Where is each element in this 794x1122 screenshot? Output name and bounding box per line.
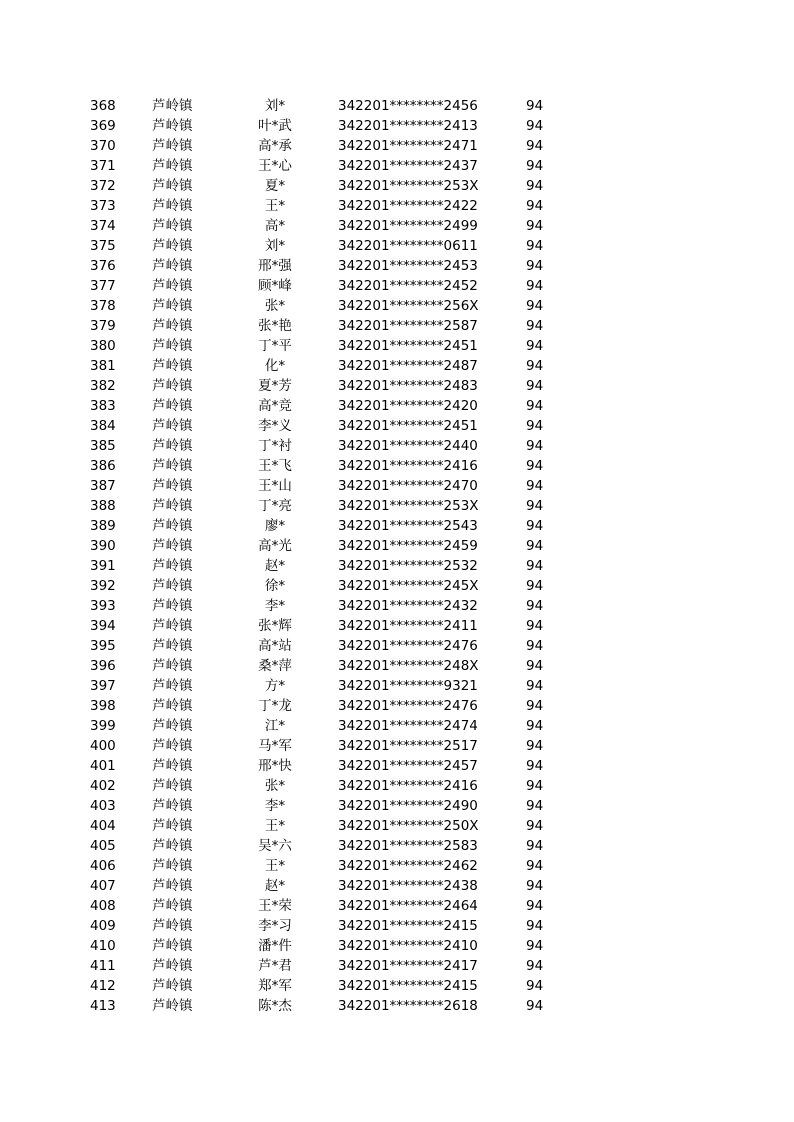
id-number: 342201********2470	[338, 478, 478, 494]
row-number: 407	[90, 878, 116, 894]
id-number: 342201********2543	[338, 518, 478, 534]
table-row	[0, 856, 794, 876]
row-number: 386	[90, 458, 116, 474]
person-name: 张*辉	[258, 618, 292, 634]
score: 94	[526, 158, 544, 174]
row-number: 401	[90, 758, 116, 774]
town-name: 芦岭镇	[152, 298, 193, 314]
person-name: 桑*萍	[258, 658, 292, 674]
score: 94	[526, 398, 544, 414]
id-number: 342201********2451	[338, 338, 478, 354]
id-number: 342201********2432	[338, 598, 478, 614]
score: 94	[526, 698, 544, 714]
person-name: 丁*龙	[258, 698, 292, 714]
town-name: 芦岭镇	[152, 998, 193, 1014]
score: 94	[526, 138, 544, 154]
person-name: 李*	[264, 598, 286, 614]
person-name: 江*	[264, 718, 286, 734]
town-name: 芦岭镇	[152, 778, 193, 794]
table-row	[0, 356, 794, 376]
table-row	[0, 996, 794, 1016]
table-row	[0, 616, 794, 636]
row-number: 404	[90, 818, 116, 834]
person-name: 王*	[264, 858, 286, 874]
score: 94	[526, 638, 544, 654]
row-number: 400	[90, 738, 116, 754]
score: 94	[526, 118, 544, 134]
id-number: 342201********250X	[338, 818, 479, 834]
town-name: 芦岭镇	[152, 458, 193, 474]
score: 94	[526, 378, 544, 394]
person-name: 丁*衬	[258, 438, 292, 454]
person-name: 王*	[264, 818, 286, 834]
table-row	[0, 136, 794, 156]
id-number: 342201********2416	[338, 778, 478, 794]
score: 94	[526, 478, 544, 494]
id-number: 342201********2416	[338, 458, 478, 474]
town-name: 芦岭镇	[152, 278, 193, 294]
row-number: 376	[90, 258, 116, 274]
town-name: 芦岭镇	[152, 358, 193, 374]
table-row	[0, 96, 794, 116]
score: 94	[526, 778, 544, 794]
id-number: 342201********2410	[338, 938, 478, 954]
table-row	[0, 956, 794, 976]
row-number: 384	[90, 418, 116, 434]
row-number: 399	[90, 718, 116, 734]
row-number: 393	[90, 598, 116, 614]
table-row	[0, 656, 794, 676]
town-name: 芦岭镇	[152, 318, 193, 334]
person-name: 王*飞	[258, 458, 292, 474]
person-name: 化*	[264, 358, 286, 374]
score: 94	[526, 258, 544, 274]
row-number: 381	[90, 358, 116, 374]
table-row	[0, 636, 794, 656]
row-number: 409	[90, 918, 116, 934]
row-number: 411	[90, 958, 116, 974]
score: 94	[526, 318, 544, 334]
id-number: 342201********2437	[338, 158, 478, 174]
id-number: 342201********2415	[338, 978, 478, 994]
person-name: 高*	[264, 218, 286, 234]
table-row	[0, 516, 794, 536]
row-number: 389	[90, 518, 116, 534]
table-row	[0, 456, 794, 476]
row-number: 394	[90, 618, 116, 634]
row-number: 391	[90, 558, 116, 574]
table-row	[0, 596, 794, 616]
table-row	[0, 536, 794, 556]
table-row	[0, 296, 794, 316]
id-number: 342201********2476	[338, 698, 478, 714]
id-number: 342201********2451	[338, 418, 478, 434]
table-row	[0, 416, 794, 436]
town-name: 芦岭镇	[152, 878, 193, 894]
person-name: 李*	[264, 798, 286, 814]
row-number: 396	[90, 658, 116, 674]
id-number: 342201********2618	[338, 998, 478, 1014]
id-number: 342201********2471	[338, 138, 478, 154]
score: 94	[526, 538, 544, 554]
row-number: 403	[90, 798, 116, 814]
table-row	[0, 736, 794, 756]
town-name: 芦岭镇	[152, 538, 193, 554]
table-row	[0, 236, 794, 256]
town-name: 芦岭镇	[152, 98, 193, 114]
score: 94	[526, 758, 544, 774]
id-number: 342201********2452	[338, 278, 478, 294]
person-name: 夏*芳	[258, 378, 292, 394]
score: 94	[526, 198, 544, 214]
id-number: 342201********2464	[338, 898, 478, 914]
table-row	[0, 896, 794, 916]
town-name: 芦岭镇	[152, 558, 193, 574]
row-number: 373	[90, 198, 116, 214]
score: 94	[526, 978, 544, 994]
row-number: 371	[90, 158, 116, 174]
score: 94	[526, 278, 544, 294]
id-number: 342201********248X	[338, 658, 479, 674]
town-name: 芦岭镇	[152, 178, 193, 194]
id-number: 342201********2411	[338, 618, 478, 634]
id-number: 342201********2499	[338, 218, 478, 234]
town-name: 芦岭镇	[152, 798, 193, 814]
table-row	[0, 476, 794, 496]
row-number: 374	[90, 218, 116, 234]
town-name: 芦岭镇	[152, 498, 193, 514]
person-name: 赵*	[264, 558, 286, 574]
table-row	[0, 276, 794, 296]
table-row	[0, 676, 794, 696]
table-row	[0, 716, 794, 736]
row-number: 406	[90, 858, 116, 874]
table-row	[0, 216, 794, 236]
town-name: 芦岭镇	[152, 118, 193, 134]
score: 94	[526, 438, 544, 454]
id-number: 342201********2453	[338, 258, 478, 274]
person-name: 叶*武	[258, 118, 292, 134]
table-row	[0, 816, 794, 836]
town-name: 芦岭镇	[152, 338, 193, 354]
id-number: 342201********2415	[338, 918, 478, 934]
score: 94	[526, 798, 544, 814]
row-number: 379	[90, 318, 116, 334]
id-number: 342201********2456	[338, 98, 478, 114]
row-number: 368	[90, 98, 116, 114]
id-number: 342201********2420	[338, 398, 478, 414]
person-name: 潘*件	[258, 938, 292, 954]
row-number: 380	[90, 338, 116, 354]
person-name: 郑*军	[258, 978, 292, 994]
row-number: 410	[90, 938, 116, 954]
id-number: 342201********253X	[338, 498, 479, 514]
person-name: 刘*	[264, 98, 286, 114]
score: 94	[526, 998, 544, 1014]
town-name: 芦岭镇	[152, 978, 193, 994]
town-name: 芦岭镇	[152, 218, 193, 234]
row-number: 390	[90, 538, 116, 554]
score: 94	[526, 918, 544, 934]
score: 94	[526, 358, 544, 374]
town-name: 芦岭镇	[152, 258, 193, 274]
row-number: 372	[90, 178, 116, 194]
town-name: 芦岭镇	[152, 618, 193, 634]
person-name: 芦*君	[258, 958, 292, 974]
row-number: 378	[90, 298, 116, 314]
row-number: 382	[90, 378, 116, 394]
id-number: 342201********2476	[338, 638, 478, 654]
table-row	[0, 836, 794, 856]
town-name: 芦岭镇	[152, 438, 193, 454]
person-name: 高*承	[258, 138, 292, 154]
table-row	[0, 876, 794, 896]
table-row	[0, 436, 794, 456]
table-row	[0, 976, 794, 996]
town-name: 芦岭镇	[152, 818, 193, 834]
id-number: 342201********0611	[338, 238, 478, 254]
town-name: 芦岭镇	[152, 918, 193, 934]
row-number: 370	[90, 138, 116, 154]
score: 94	[526, 218, 544, 234]
person-name: 王*山	[258, 478, 292, 494]
id-number: 342201********9321	[338, 678, 478, 694]
town-name: 芦岭镇	[152, 238, 193, 254]
row-number: 383	[90, 398, 116, 414]
table-row	[0, 936, 794, 956]
score: 94	[526, 338, 544, 354]
table-row	[0, 196, 794, 216]
person-name: 高*光	[258, 538, 292, 554]
person-name: 王*荣	[258, 898, 292, 914]
person-name: 王*心	[258, 158, 292, 174]
town-name: 芦岭镇	[152, 518, 193, 534]
person-name: 张*艳	[258, 318, 292, 334]
row-number: 377	[90, 278, 116, 294]
table-row	[0, 116, 794, 136]
score: 94	[526, 958, 544, 974]
person-name: 顾*峰	[258, 278, 292, 294]
table-row	[0, 756, 794, 776]
score: 94	[526, 558, 544, 574]
row-number: 387	[90, 478, 116, 494]
roster-table	[0, 96, 794, 1016]
id-number: 342201********2490	[338, 798, 478, 814]
id-number: 342201********2422	[338, 198, 478, 214]
person-name: 李*义	[258, 418, 292, 434]
person-name: 邢*强	[258, 258, 292, 274]
town-name: 芦岭镇	[152, 738, 193, 754]
score: 94	[526, 938, 544, 954]
row-number: 412	[90, 978, 116, 994]
row-number: 392	[90, 578, 116, 594]
table-row	[0, 256, 794, 276]
score: 94	[526, 238, 544, 254]
table-row	[0, 156, 794, 176]
score: 94	[526, 898, 544, 914]
score: 94	[526, 598, 544, 614]
id-number: 342201********2457	[338, 758, 478, 774]
table-row	[0, 316, 794, 336]
score: 94	[526, 578, 544, 594]
id-number: 342201********2583	[338, 838, 478, 854]
town-name: 芦岭镇	[152, 838, 193, 854]
town-name: 芦岭镇	[152, 378, 193, 394]
town-name: 芦岭镇	[152, 638, 193, 654]
id-number: 342201********2440	[338, 438, 478, 454]
person-name: 刘*	[264, 238, 286, 254]
score: 94	[526, 518, 544, 534]
score: 94	[526, 878, 544, 894]
person-name: 李*习	[258, 918, 292, 934]
score: 94	[526, 718, 544, 734]
id-number: 342201********253X	[338, 178, 479, 194]
table-row	[0, 376, 794, 396]
town-name: 芦岭镇	[152, 398, 193, 414]
score: 94	[526, 418, 544, 434]
id-number: 342201********2517	[338, 738, 478, 754]
person-name: 方*	[264, 678, 286, 694]
person-name: 邢*快	[258, 758, 292, 774]
table-row	[0, 696, 794, 716]
row-number: 375	[90, 238, 116, 254]
table-row	[0, 336, 794, 356]
town-name: 芦岭镇	[152, 758, 193, 774]
id-number: 342201********2474	[338, 718, 478, 734]
town-name: 芦岭镇	[152, 418, 193, 434]
id-number: 342201********245X	[338, 578, 479, 594]
table-row	[0, 916, 794, 936]
id-number: 342201********2438	[338, 878, 478, 894]
town-name: 芦岭镇	[152, 198, 193, 214]
person-name: 高*站	[258, 638, 292, 654]
town-name: 芦岭镇	[152, 718, 193, 734]
table-row	[0, 796, 794, 816]
score: 94	[526, 858, 544, 874]
town-name: 芦岭镇	[152, 478, 193, 494]
town-name: 芦岭镇	[152, 898, 193, 914]
person-name: 陈*杰	[258, 998, 292, 1014]
row-number: 397	[90, 678, 116, 694]
row-number: 388	[90, 498, 116, 514]
person-name: 王*	[264, 198, 286, 214]
row-number: 369	[90, 118, 116, 134]
town-name: 芦岭镇	[152, 598, 193, 614]
row-number: 413	[90, 998, 116, 1014]
table-row	[0, 176, 794, 196]
row-number: 395	[90, 638, 116, 654]
score: 94	[526, 178, 544, 194]
table-row	[0, 396, 794, 416]
row-number: 385	[90, 438, 116, 454]
score: 94	[526, 818, 544, 834]
id-number: 342201********2483	[338, 378, 478, 394]
person-name: 丁*亮	[258, 498, 292, 514]
person-name: 赵*	[264, 878, 286, 894]
id-number: 342201********2417	[338, 958, 478, 974]
person-name: 夏*	[264, 178, 286, 194]
person-name: 马*军	[258, 738, 292, 754]
person-name: 张*	[264, 778, 286, 794]
town-name: 芦岭镇	[152, 698, 193, 714]
table-row	[0, 776, 794, 796]
row-number: 402	[90, 778, 116, 794]
town-name: 芦岭镇	[152, 138, 193, 154]
table-row	[0, 556, 794, 576]
town-name: 芦岭镇	[152, 858, 193, 874]
person-name: 吴*六	[258, 838, 292, 854]
score: 94	[526, 298, 544, 314]
town-name: 芦岭镇	[152, 658, 193, 674]
person-name: 徐*	[264, 578, 286, 594]
person-name: 廖*	[264, 518, 286, 534]
score: 94	[526, 738, 544, 754]
score: 94	[526, 98, 544, 114]
row-number: 398	[90, 698, 116, 714]
town-name: 芦岭镇	[152, 938, 193, 954]
table-row	[0, 576, 794, 596]
id-number: 342201********2532	[338, 558, 478, 574]
town-name: 芦岭镇	[152, 958, 193, 974]
town-name: 芦岭镇	[152, 678, 193, 694]
id-number: 342201********2459	[338, 538, 478, 554]
score: 94	[526, 618, 544, 634]
id-number: 342201********2462	[338, 858, 478, 874]
town-name: 芦岭镇	[152, 578, 193, 594]
person-name: 丁*平	[258, 338, 292, 354]
score: 94	[526, 678, 544, 694]
person-name: 高*竞	[258, 398, 292, 414]
score: 94	[526, 658, 544, 674]
id-number: 342201********2413	[338, 118, 478, 134]
id-number: 342201********2487	[338, 358, 478, 374]
id-number: 342201********256X	[338, 298, 479, 314]
person-name: 张*	[264, 298, 286, 314]
score: 94	[526, 498, 544, 514]
row-number: 408	[90, 898, 116, 914]
row-number: 405	[90, 838, 116, 854]
score: 94	[526, 838, 544, 854]
id-number: 342201********2587	[338, 318, 478, 334]
table-row	[0, 496, 794, 516]
score: 94	[526, 458, 544, 474]
town-name: 芦岭镇	[152, 158, 193, 174]
